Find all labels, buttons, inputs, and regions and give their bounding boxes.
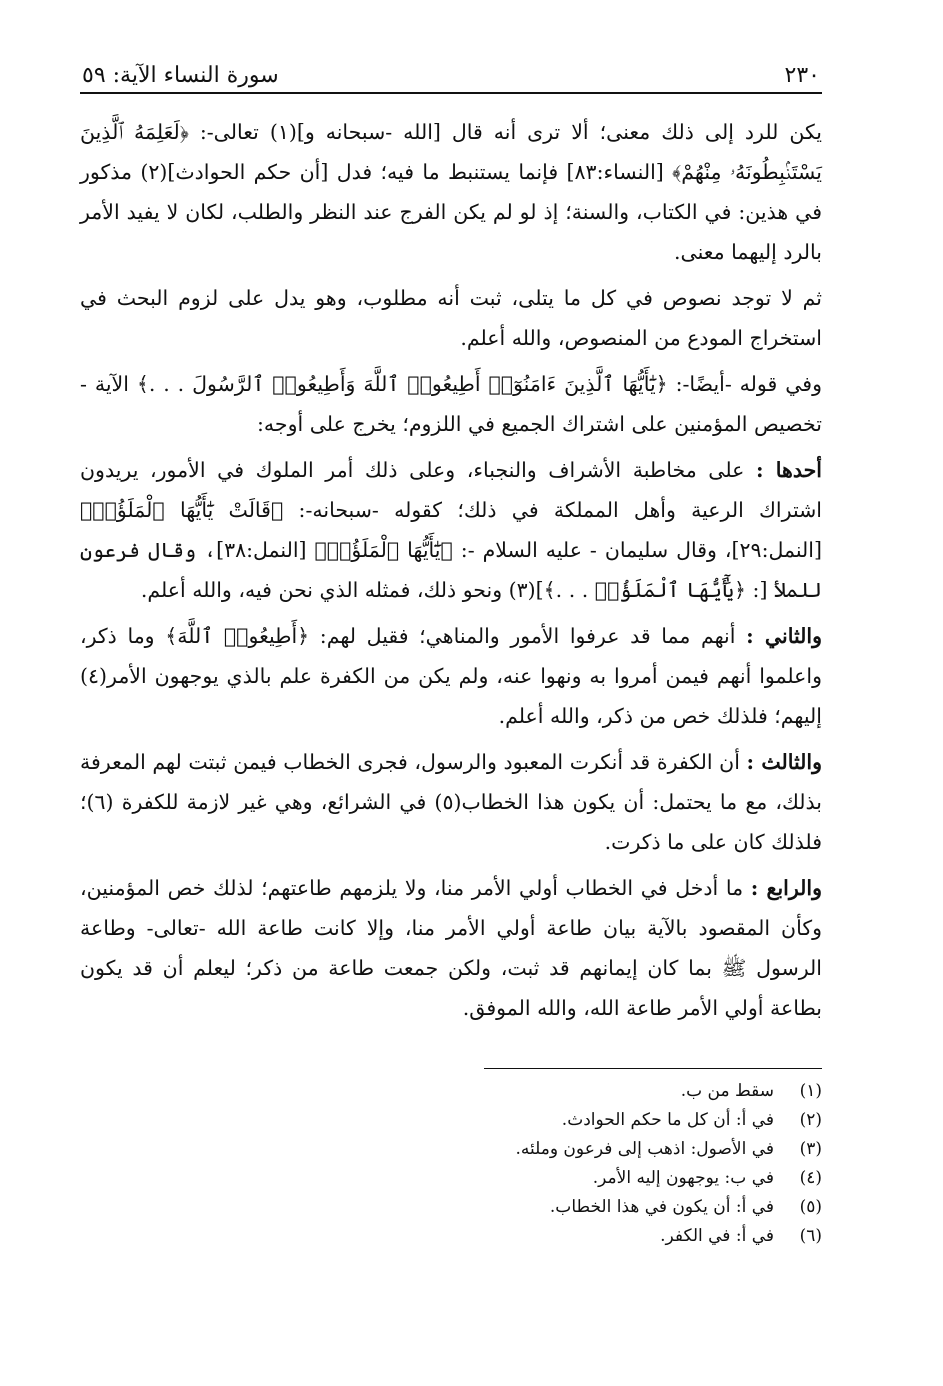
paragraph-lead: أحدها : [756, 458, 822, 482]
paragraph-text: أنهم مما قد عرفوا الأمور والمناهي؛ فقيل لهم: ﴿أَطِيعُوا۟ ٱللَّهَ﴾ وما ذكر، واعلموا أنهم فيمن أمروا به ونهوا عنه، ولم يكن من الكفرة علم بالذي يوجهون الأمر(٤) إليهم؛ فلذلك خص من ذكر، والله أعلم. [80, 624, 822, 728]
paragraph [80, 742, 822, 862]
paragraph-text: ثم لا توجد نصوص في كل ما يتلى، ثبت أنه مطلوب، وهو يدل على لزوم البحث في استخراج المودع من المنصوص، والله أعلم. [80, 286, 822, 350]
footnote-number: (٣) [799, 1139, 822, 1159]
paragraph [80, 112, 822, 272]
paragraph [80, 364, 822, 444]
footnotes [80, 1077, 822, 1251]
footnote [80, 1077, 822, 1106]
page-number: ٢٣٠ [784, 63, 820, 88]
footnote [80, 1164, 822, 1193]
page [80, 52, 822, 1251]
footnote-text: سقط من ب. [680, 1081, 774, 1101]
paragraph-lead: والثالث : [746, 750, 822, 774]
footnote [80, 1193, 822, 1222]
footnote-number: (٤) [799, 1168, 822, 1188]
paragraph [80, 868, 822, 1028]
footnote [80, 1135, 822, 1164]
paragraph [80, 278, 822, 358]
footnote-text: في أ: أن كل ما حكم الحوادث. [561, 1110, 774, 1130]
paragraph-text: على مخاطبة الأشراف والنجباء، وعلى ذلك أمر الملوك في الأمور، يريدون اشتراك الرعية وأهل المملكة في ذلك؛ كقوله -سبحانه-: ﴿قَالَتْ يَٰٓأَيُّهَا ٱلْمَلَؤُا۟﴾ [النمل:٢٩]، وقال سليمان - عليه السلام -: ﴿يَٰٓأَيُّهَا ٱلْمَلَؤُا۟﴾ [النمل:٣٨]، وقال فرعون للملأ [: ﴿يَٰٓأَيُّهَا ٱلْمَلَؤُا۟ . . .﴾](٣) ونحو ذلك، فمثله الذي نحن فيه، والله أعلم. [80, 458, 822, 602]
footnote-text: في الأصول: اذهب إلى فرعون وملئه. [515, 1139, 774, 1159]
paragraph-lead: والرابع : [750, 876, 822, 900]
footnote-text: في أ: أن يكون في هذا الخطاب. [549, 1197, 774, 1217]
page-header [80, 52, 822, 92]
paragraph-text: أن الكفرة قد أنكرت المعبود والرسول، فجرى الخطاب فيمن ثبتت لهم المعرفة بذلك، مع ما يحتمل: أن يكون هذا الخطاب(٥) في الشرائع، وهي غير لازمة للكفرة (٦)؛ فلذلك كان على ما ذكرت. [80, 750, 822, 854]
footnote-number: (١) [799, 1081, 822, 1101]
header-rule [80, 92, 822, 94]
paragraph-lead: والثاني : [746, 624, 822, 648]
paragraph [80, 616, 822, 736]
footnote-text: في ب: يوجهون إليه الأمر. [592, 1168, 774, 1188]
paragraph-text: ما أدخل في الخطاب أولي الأمر منا، ولا يلزمهم طاعتهم؛ لذلك خص المؤمنين، وكأن المقصود بالآية بيان طاعة أولي الأمر منا، وإلا كانت طاعة الله -تعالى- وطاعة الرسول ﷺ بما كان إيمانهم قد ثبت، ولكن جمعت طاعة من ذكر؛ ليعلم أن قد يكون بطاعة أولي الأمر طاعة الله، والله الموفق. [80, 876, 822, 1020]
footnote-rule [484, 1068, 822, 1069]
footnote [80, 1106, 822, 1135]
paragraph-text: يكن للرد إلى ذلك معنى؛ ألا ترى أنه قال [الله -سبحانه و](١) تعالى-: ﴿لَعَلِمَهُ ٱلَّذِينَ يَسْتَنۢبِطُونَهُۥ مِنْهُمْ﴾ [النساء:٨٣] فإنما يستنبط ما فيه؛ فدل [أن حكم الحوادث](٢) مذكور في هذين: في الكتاب، والسنة؛ إذ لو لم يكن الفرج عند النظر والطلب، لكان لا يفيد الأمر بالرد إليهما معنى. [80, 120, 822, 264]
paragraph-text: وفي قوله -أيضًا-: ﴿يَٰٓأَيُّهَا ٱلَّذِينَ ءَامَنُوٓا۟ أَطِيعُوا۟ ٱللَّهَ وَأَطِيعُوا۟ ٱلرَّسُولَ . . .﴾ الآية - تخصيص المؤمنين على اشتراك الجميع في اللزوم؛ يخرج على أوجه: [80, 372, 822, 436]
footnote-number: (٥) [799, 1197, 822, 1217]
footnote [80, 1222, 822, 1251]
paragraph [80, 450, 822, 610]
footnote-number: (٢) [799, 1110, 822, 1130]
main-text [80, 112, 822, 1028]
running-title: سورة النساء الآية: ٥٩ [82, 63, 279, 88]
footnote-number: (٦) [799, 1226, 822, 1246]
footnote-text: في أ: في الكفر. [660, 1226, 774, 1246]
